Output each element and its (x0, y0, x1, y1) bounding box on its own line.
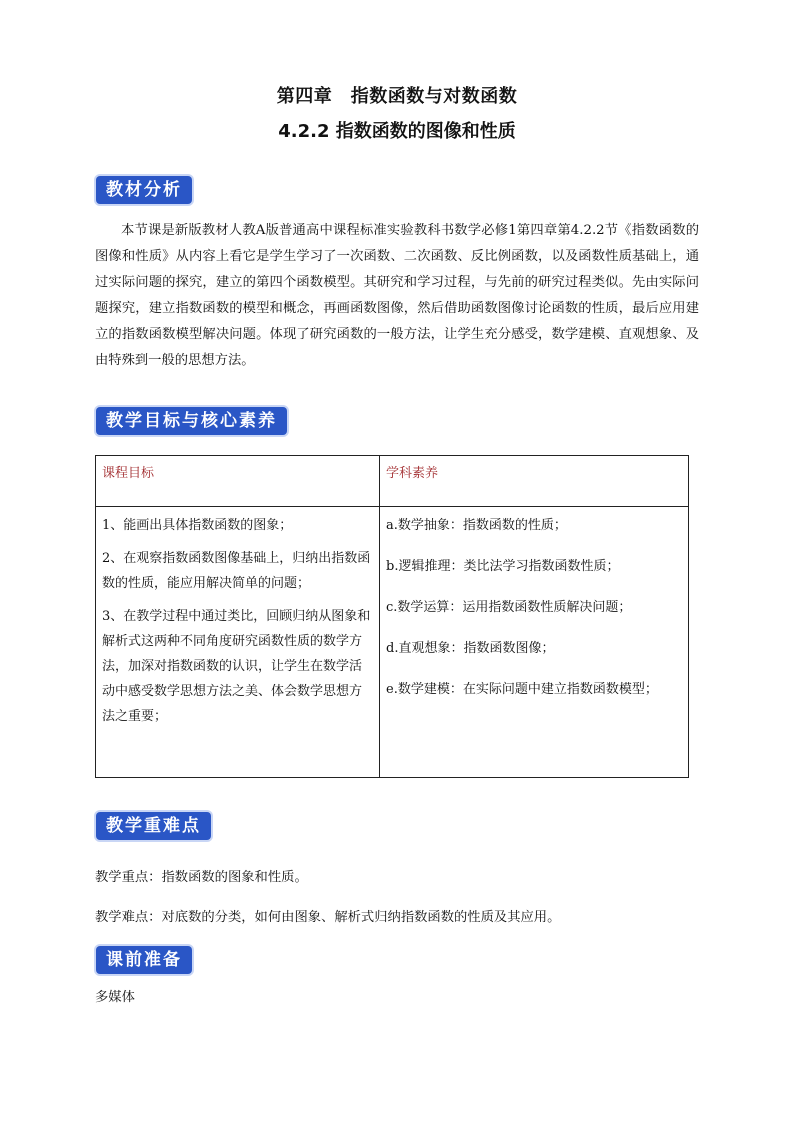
literacy-item: e.数学建模：在实际问题中建立指数函数模型； (386, 682, 658, 697)
literacy-cell (380, 507, 689, 778)
literacy-item: d.直观想象：指数函数图像； (386, 641, 555, 656)
course-goal-item: 1、能画出具体指数函数的图象； (102, 518, 293, 533)
course-goal-item: 2、在观察指数函数图像基础上，归纳出指数函数的性质，能应用解决简单的问题； (102, 551, 371, 591)
header-course-goals: 课程目标 (96, 456, 380, 507)
literacy-item: b.逻辑推理：类比法学习指数函数性质； (386, 559, 620, 574)
section-label-key-points: 教学重难点 (96, 812, 211, 840)
section-label-analysis: 教材分析 (96, 176, 192, 204)
analysis-paragraph: 本节课是新版教材人教A版普通高中课程标准实验教科书数学必修1第四章第4.2.2节《指数函数的图像和性质》从内容上看它是学生学习了一次函数、二次函数、反比例函数，以及函数性质基础上，通过实际问题的探究，建立的第四个函数模型。其研究和学习过程，与先前的研究过程类似。先由实际问题探究，建立指数函数的模型和概念，再画函数图像，然后借助函数图像讨论函数的性质，最后应用建立的指数函数模型解决问题。体现了研究函数的一般方法，让学生充分感受，数学建模、直观想象、及由特殊到一般的思想方法。 (95, 223, 699, 368)
course-goals-cell (96, 507, 380, 778)
section-label-preparation: 课前准备 (96, 946, 192, 974)
section-title: 4.2.2 指数函数的图像和性质 (278, 121, 516, 142)
teaching-focus: 教学重点：指数函数的图象和性质。 (95, 870, 308, 885)
header-literacy: 学科素养 (380, 456, 689, 507)
preparation-text: 多媒体 (95, 990, 135, 1005)
literacy-item: a.数学抽象：指数函数的性质； (386, 518, 567, 533)
literacy-item: c.数学运算：运用指数函数性质解决问题； (386, 600, 632, 615)
section-label-goals: 教学目标与核心素养 (96, 407, 287, 435)
chapter-title: 第四章 指数函数与对数函数 (276, 86, 518, 107)
course-goal-item: 3、在教学过程中通过类比，回顾归纳从图象和解析式这两种不同角度研究函数性质的数学方法，加深对指数函数的认识，让学生在数学活动中感受数学思想方法之美、体会数学思想方法之重要； (102, 609, 371, 724)
teaching-difficulty: 教学难点：对底数的分类，如何由图象、解析式归纳指数函数的性质及其应用。 (95, 910, 561, 925)
goals-table (95, 455, 689, 778)
